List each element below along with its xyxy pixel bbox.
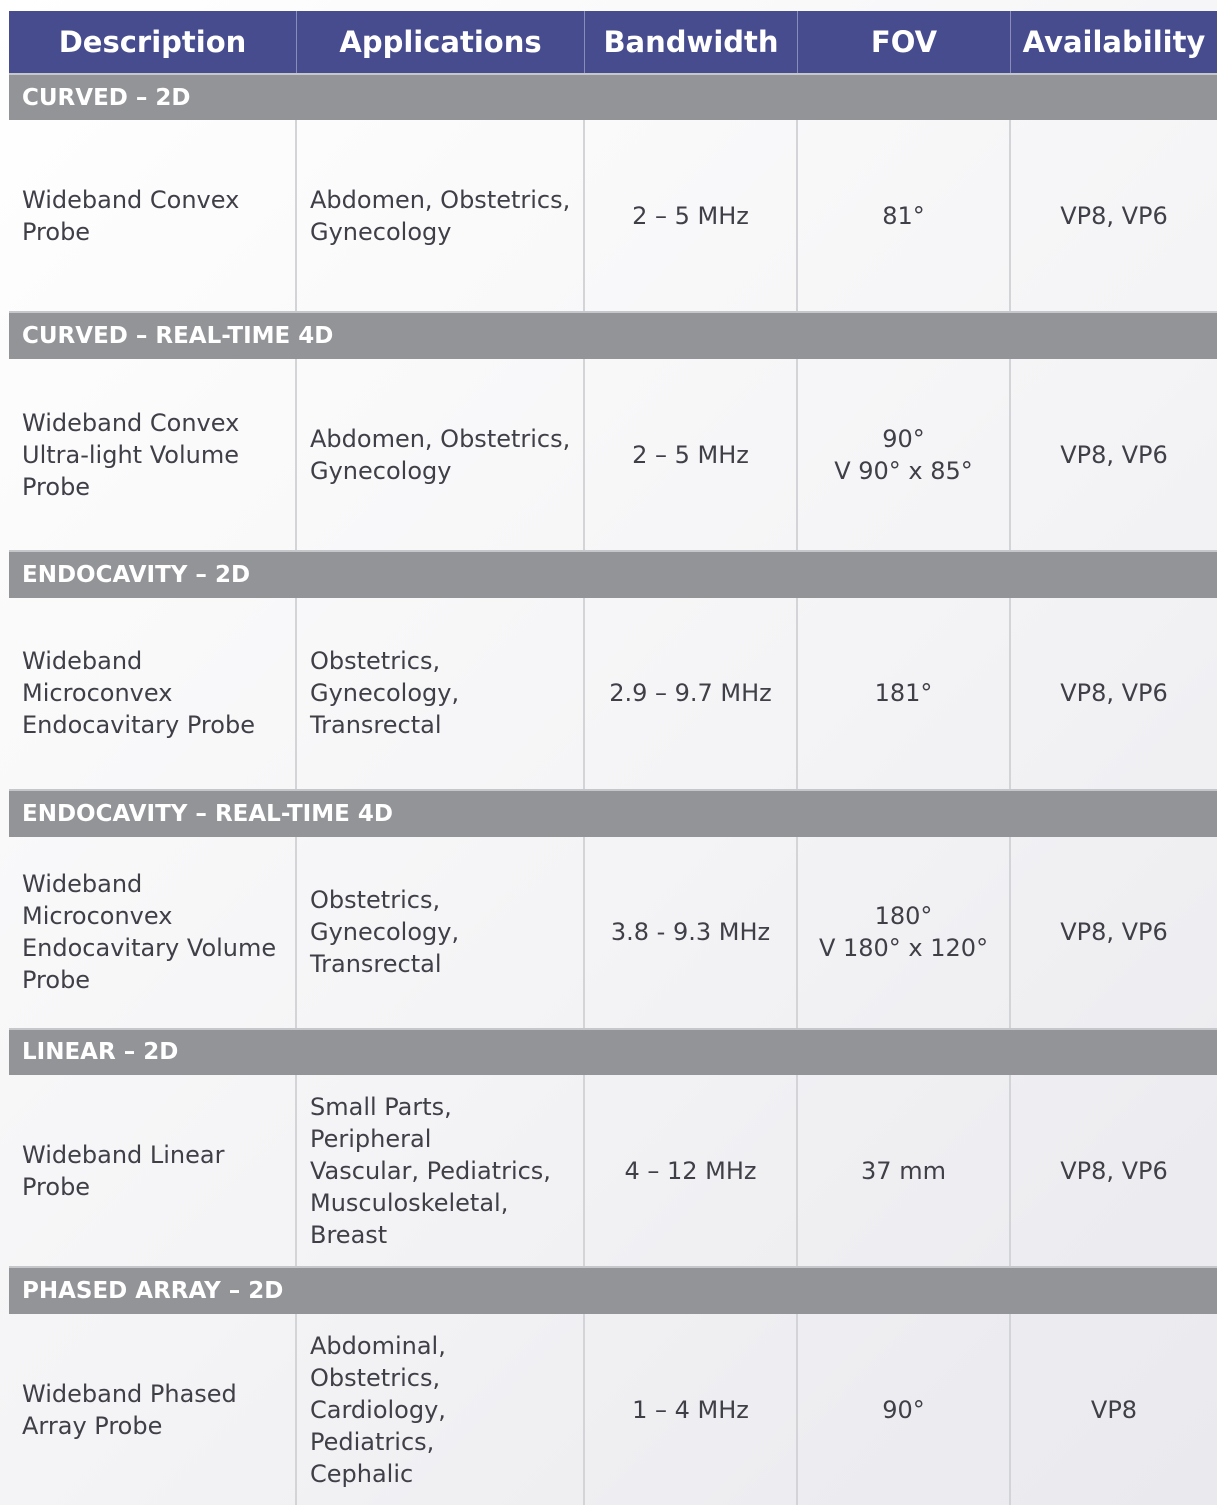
table-row — [9, 120, 1217, 311]
applications-text: Obstetrics, Gynecology, Transrectal — [310, 886, 460, 979]
cell-description — [9, 359, 297, 550]
availability-text: VP8, VP6 — [1060, 440, 1168, 469]
bandwidth-text: 2.9 – 9.7 MHz — [609, 679, 772, 708]
fov-text: 180° V 180° x 120° — [818, 902, 989, 963]
table-row — [9, 837, 1217, 1028]
cell-bandwidth — [585, 1314, 798, 1505]
category-row: PHASED ARRAY – 2D — [9, 1266, 1217, 1314]
availability-text: VP8, VP6 — [1060, 918, 1168, 947]
cell-fov — [798, 359, 1011, 550]
cell-bandwidth — [585, 1075, 798, 1266]
header-description: Description — [9, 11, 297, 73]
bandwidth-text: 2 – 5 MHz — [632, 440, 749, 469]
bandwidth-text: 2 – 5 MHz — [632, 201, 749, 230]
cell-fov — [798, 837, 1011, 1028]
cell-bandwidth — [585, 120, 798, 311]
cell-applications — [297, 1075, 585, 1266]
description-text: Wideband Convex Ultra-light Volume Probe — [22, 408, 240, 501]
applications-text: Obstetrics, Gynecology, Transrectal — [310, 647, 460, 740]
availability-text: VP8 — [1090, 1395, 1138, 1424]
description-text: Wideband Convex Probe — [22, 185, 240, 246]
table-row — [9, 359, 1217, 550]
cell-availability — [1011, 120, 1217, 311]
cell-applications — [297, 120, 585, 311]
cell-availability — [1011, 837, 1217, 1028]
cell-description — [9, 120, 297, 311]
bandwidth-text: 1 – 4 MHz — [632, 1395, 749, 1424]
bandwidth-text: 4 – 12 MHz — [624, 1156, 757, 1185]
table-row — [9, 1314, 1217, 1505]
category-row: ENDOCAVITY – 2D — [9, 550, 1217, 598]
cell-fov — [798, 1314, 1011, 1505]
applications-text: Abdomen, Obstetrics, Gynecology — [310, 185, 571, 246]
applications-text: Abdominal, Obstetrics, Cardiology, Pediatrics, Cephalic — [310, 1331, 446, 1488]
cell-applications — [297, 1314, 585, 1505]
cell-availability — [1011, 598, 1217, 789]
header-applications: Applications — [297, 11, 585, 73]
category-row: ENDOCAVITY – REAL-TIME 4D — [9, 789, 1217, 837]
category-row: LINEAR – 2D — [9, 1028, 1217, 1076]
cell-applications — [297, 837, 585, 1028]
cell-availability — [1011, 359, 1217, 550]
cell-availability — [1011, 1075, 1217, 1266]
probe-spec-table — [9, 11, 1217, 1505]
cell-bandwidth — [585, 359, 798, 550]
applications-text: Small Parts, Peripheral Vascular, Pediatrics, Musculoskeletal, Breast — [310, 1092, 551, 1249]
table-row — [9, 598, 1217, 789]
category-row: CURVED – REAL-TIME 4D — [9, 311, 1217, 359]
fov-text: 81° — [882, 201, 925, 230]
availability-text: VP8, VP6 — [1060, 1156, 1168, 1185]
fov-text: 90° — [882, 1395, 925, 1424]
applications-text: Abdomen, Obstetrics, Gynecology — [310, 424, 571, 485]
cell-bandwidth — [585, 598, 798, 789]
header-availability: Availability — [1022, 24, 1206, 59]
cell-description — [9, 1314, 297, 1505]
bandwidth-text: 3.8 - 9.3 MHz — [610, 918, 771, 947]
cell-fov — [798, 120, 1011, 311]
availability-text: VP8, VP6 — [1060, 201, 1168, 230]
description-text: Wideband Microconvex Endocavitary Volume Probe — [22, 870, 277, 995]
cell-availability — [1011, 1314, 1217, 1505]
table-header-row — [9, 11, 1217, 73]
cell-applications — [297, 598, 585, 789]
fov-text: 37 mm — [861, 1156, 946, 1185]
cell-description — [9, 598, 297, 789]
fov-text: 181° — [874, 679, 933, 708]
cell-applications — [297, 359, 585, 550]
cell-description — [9, 1075, 297, 1266]
availability-text: VP8, VP6 — [1060, 679, 1168, 708]
category-row: CURVED – 2D — [9, 73, 1217, 121]
cell-fov — [798, 1075, 1011, 1266]
description-text: Wideband Linear Probe — [22, 1140, 225, 1201]
description-text: Wideband Phased Array Probe — [22, 1379, 237, 1440]
fov-text: 90° V 90° x 85° — [834, 424, 973, 485]
cell-fov — [798, 598, 1011, 789]
description-text: Wideband Microconvex Endocavitary Probe — [22, 647, 255, 740]
header-fov: FOV — [798, 11, 1011, 73]
cell-description — [9, 837, 297, 1028]
table-row — [9, 1075, 1217, 1266]
cell-bandwidth — [585, 837, 798, 1028]
header-bandwidth: Bandwidth — [585, 11, 798, 73]
